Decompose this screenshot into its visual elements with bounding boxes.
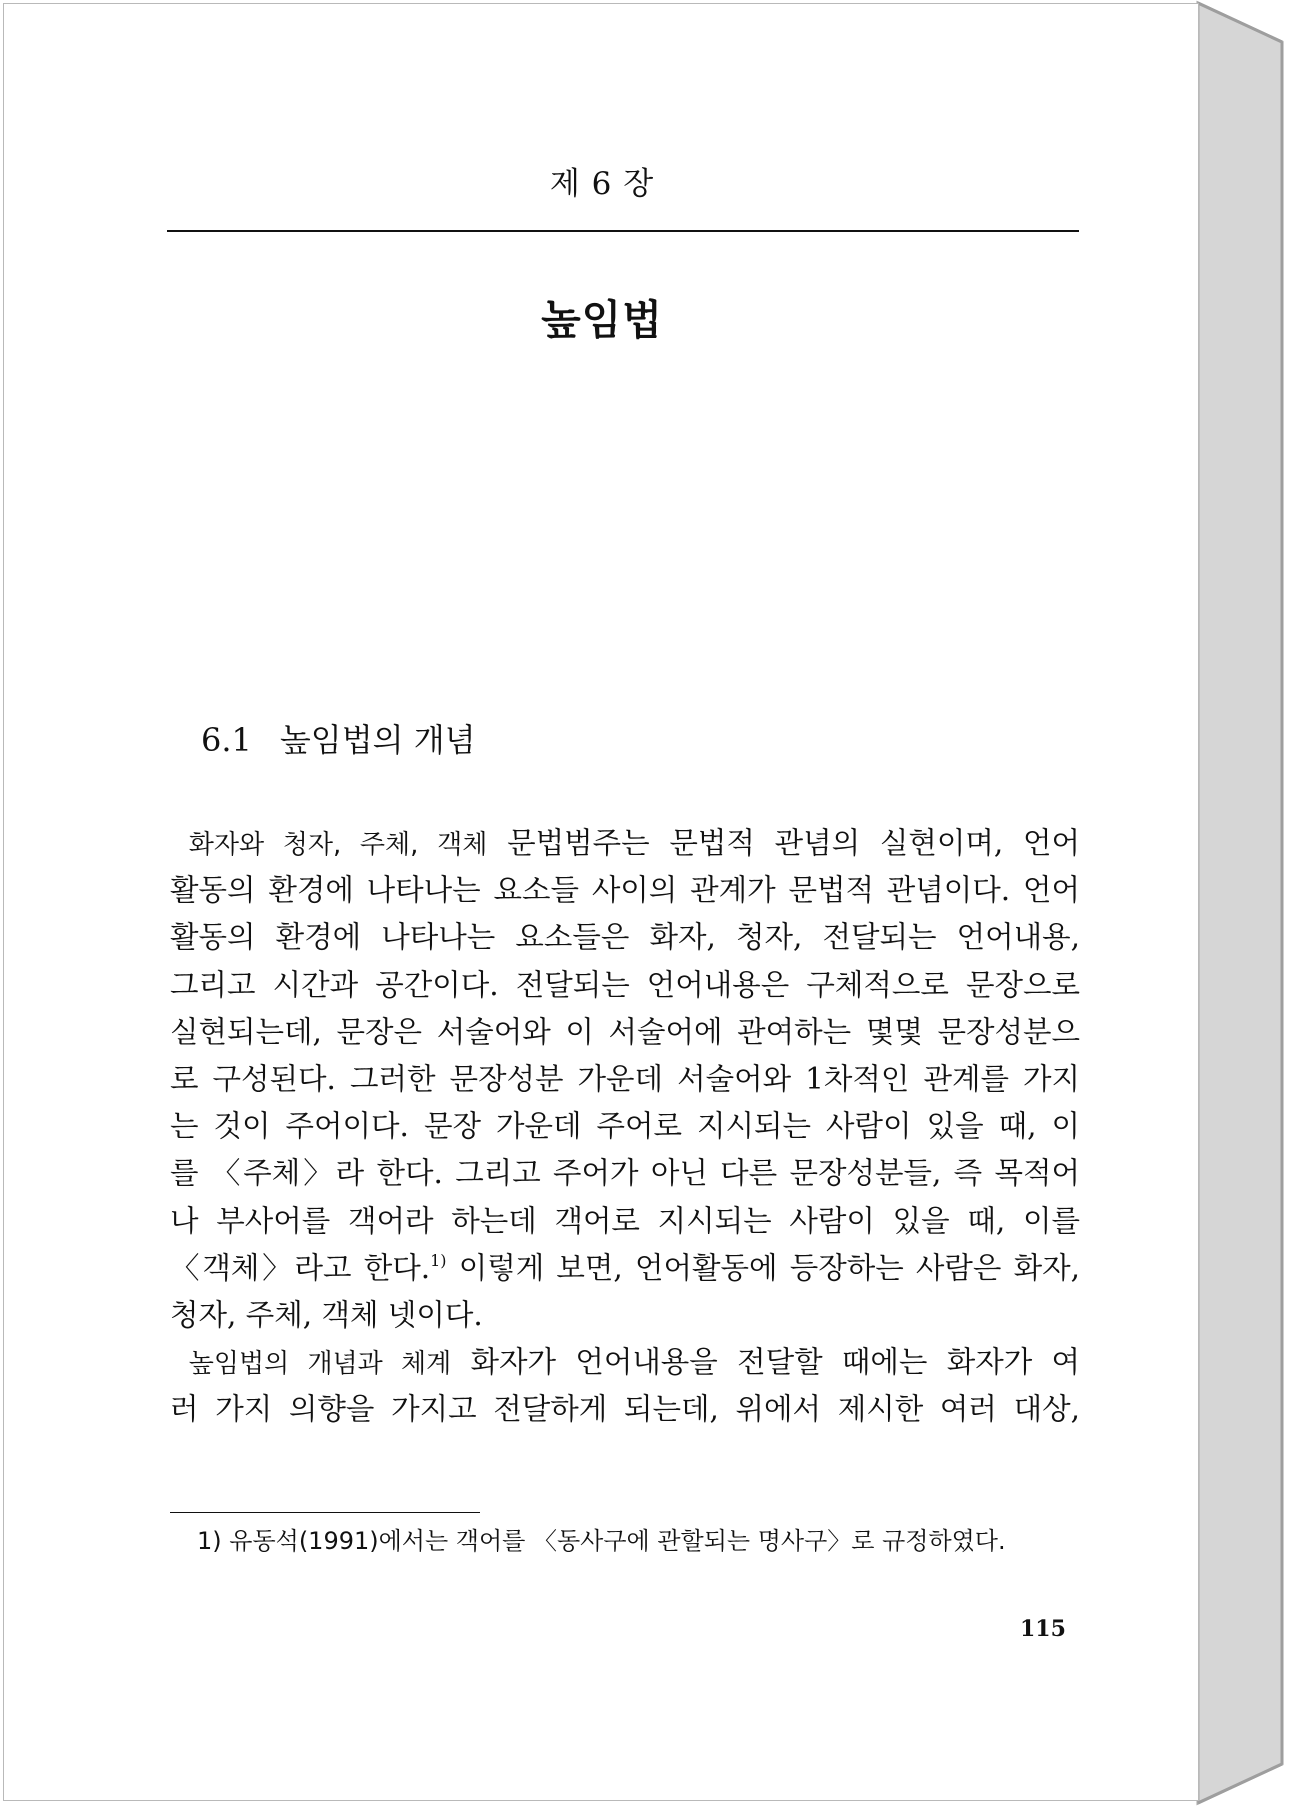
footnote-divider: [170, 1512, 480, 1513]
page-number: 115: [1020, 1616, 1066, 1642]
body-line: [170, 820, 1080, 867]
body-line: [170, 1245, 1080, 1292]
chapter-title: 높임법: [541, 296, 663, 344]
body-line: 활동의 환경에 나타나는 요소들은 화자, 청자, 전달되는 언어내용,: [170, 920, 1080, 955]
page-stack-side: [1198, 3, 1282, 1803]
body-text: [170, 820, 1080, 1433]
section-title: 높임법의 개념: [279, 721, 476, 759]
book-page: [3, 3, 1199, 1801]
footnote: 1) 유동석(1991)에서는 객어를 〈동사구에 관할되는 명사구〉로 규정하였다.: [197, 1527, 1006, 1555]
body-line: 실현되는데, 문장은 서술어와 이 서술어에 관여하는 몇몇 문장성분으: [170, 1014, 1080, 1049]
body-line: 그리고 시간과 공간이다. 전달되는 언어내용은 구체적으로 문장으로: [170, 967, 1080, 1002]
body-line-text: 이렇게 보면, 언어활동에 등장하는 사람은 화자,: [446, 1250, 1080, 1285]
body-line: 나 부사어를 객어라 하는데 객어로 지시되는 사람이 있을 때, 이를: [170, 1203, 1080, 1238]
chapter-divider: [167, 230, 1079, 232]
body-line-text: 〈객체〉라고 한다.: [170, 1250, 431, 1285]
paragraph-keyword: 높임법의 개념과 체계: [188, 1349, 452, 1380]
footnote-reference: 1): [430, 1250, 447, 1270]
section-number: 6.1: [201, 721, 252, 759]
chapter-label: 제 6 장: [549, 166, 655, 202]
body-line: 러 가지 의향을 가지고 전달하게 되는데, 위에서 제시한 여러 대상,: [170, 1392, 1080, 1427]
body-line: [170, 1339, 1080, 1386]
body-line: 활동의 환경에 나타나는 요소들 사이의 관계가 문법적 관념이다. 언어: [170, 873, 1080, 908]
body-line: 로 구성된다. 그러한 문장성분 가운데 서술어와 1차적인 관계를 가지: [170, 1061, 1080, 1096]
body-line-text: 문법범주는 문법적 관념의 실현이며, 언어: [487, 826, 1080, 860]
section-heading: [201, 718, 476, 762]
body-line: 는 것이 주어이다. 문장 가운데 주어로 지시되는 사람이 있을 때, 이: [170, 1109, 1080, 1144]
body-line-text: 화자가 언어내용을 전달할 때에는 화자가 여: [451, 1345, 1080, 1380]
body-line: 를 〈주체〉라 한다. 그리고 주어가 아닌 다른 문장성분들, 즉 목적어: [170, 1156, 1080, 1191]
paragraph-keyword: 화자와 청자, 주체, 객체: [188, 830, 488, 860]
body-line: 청자, 주체, 객체 넷이다.: [170, 1297, 483, 1332]
